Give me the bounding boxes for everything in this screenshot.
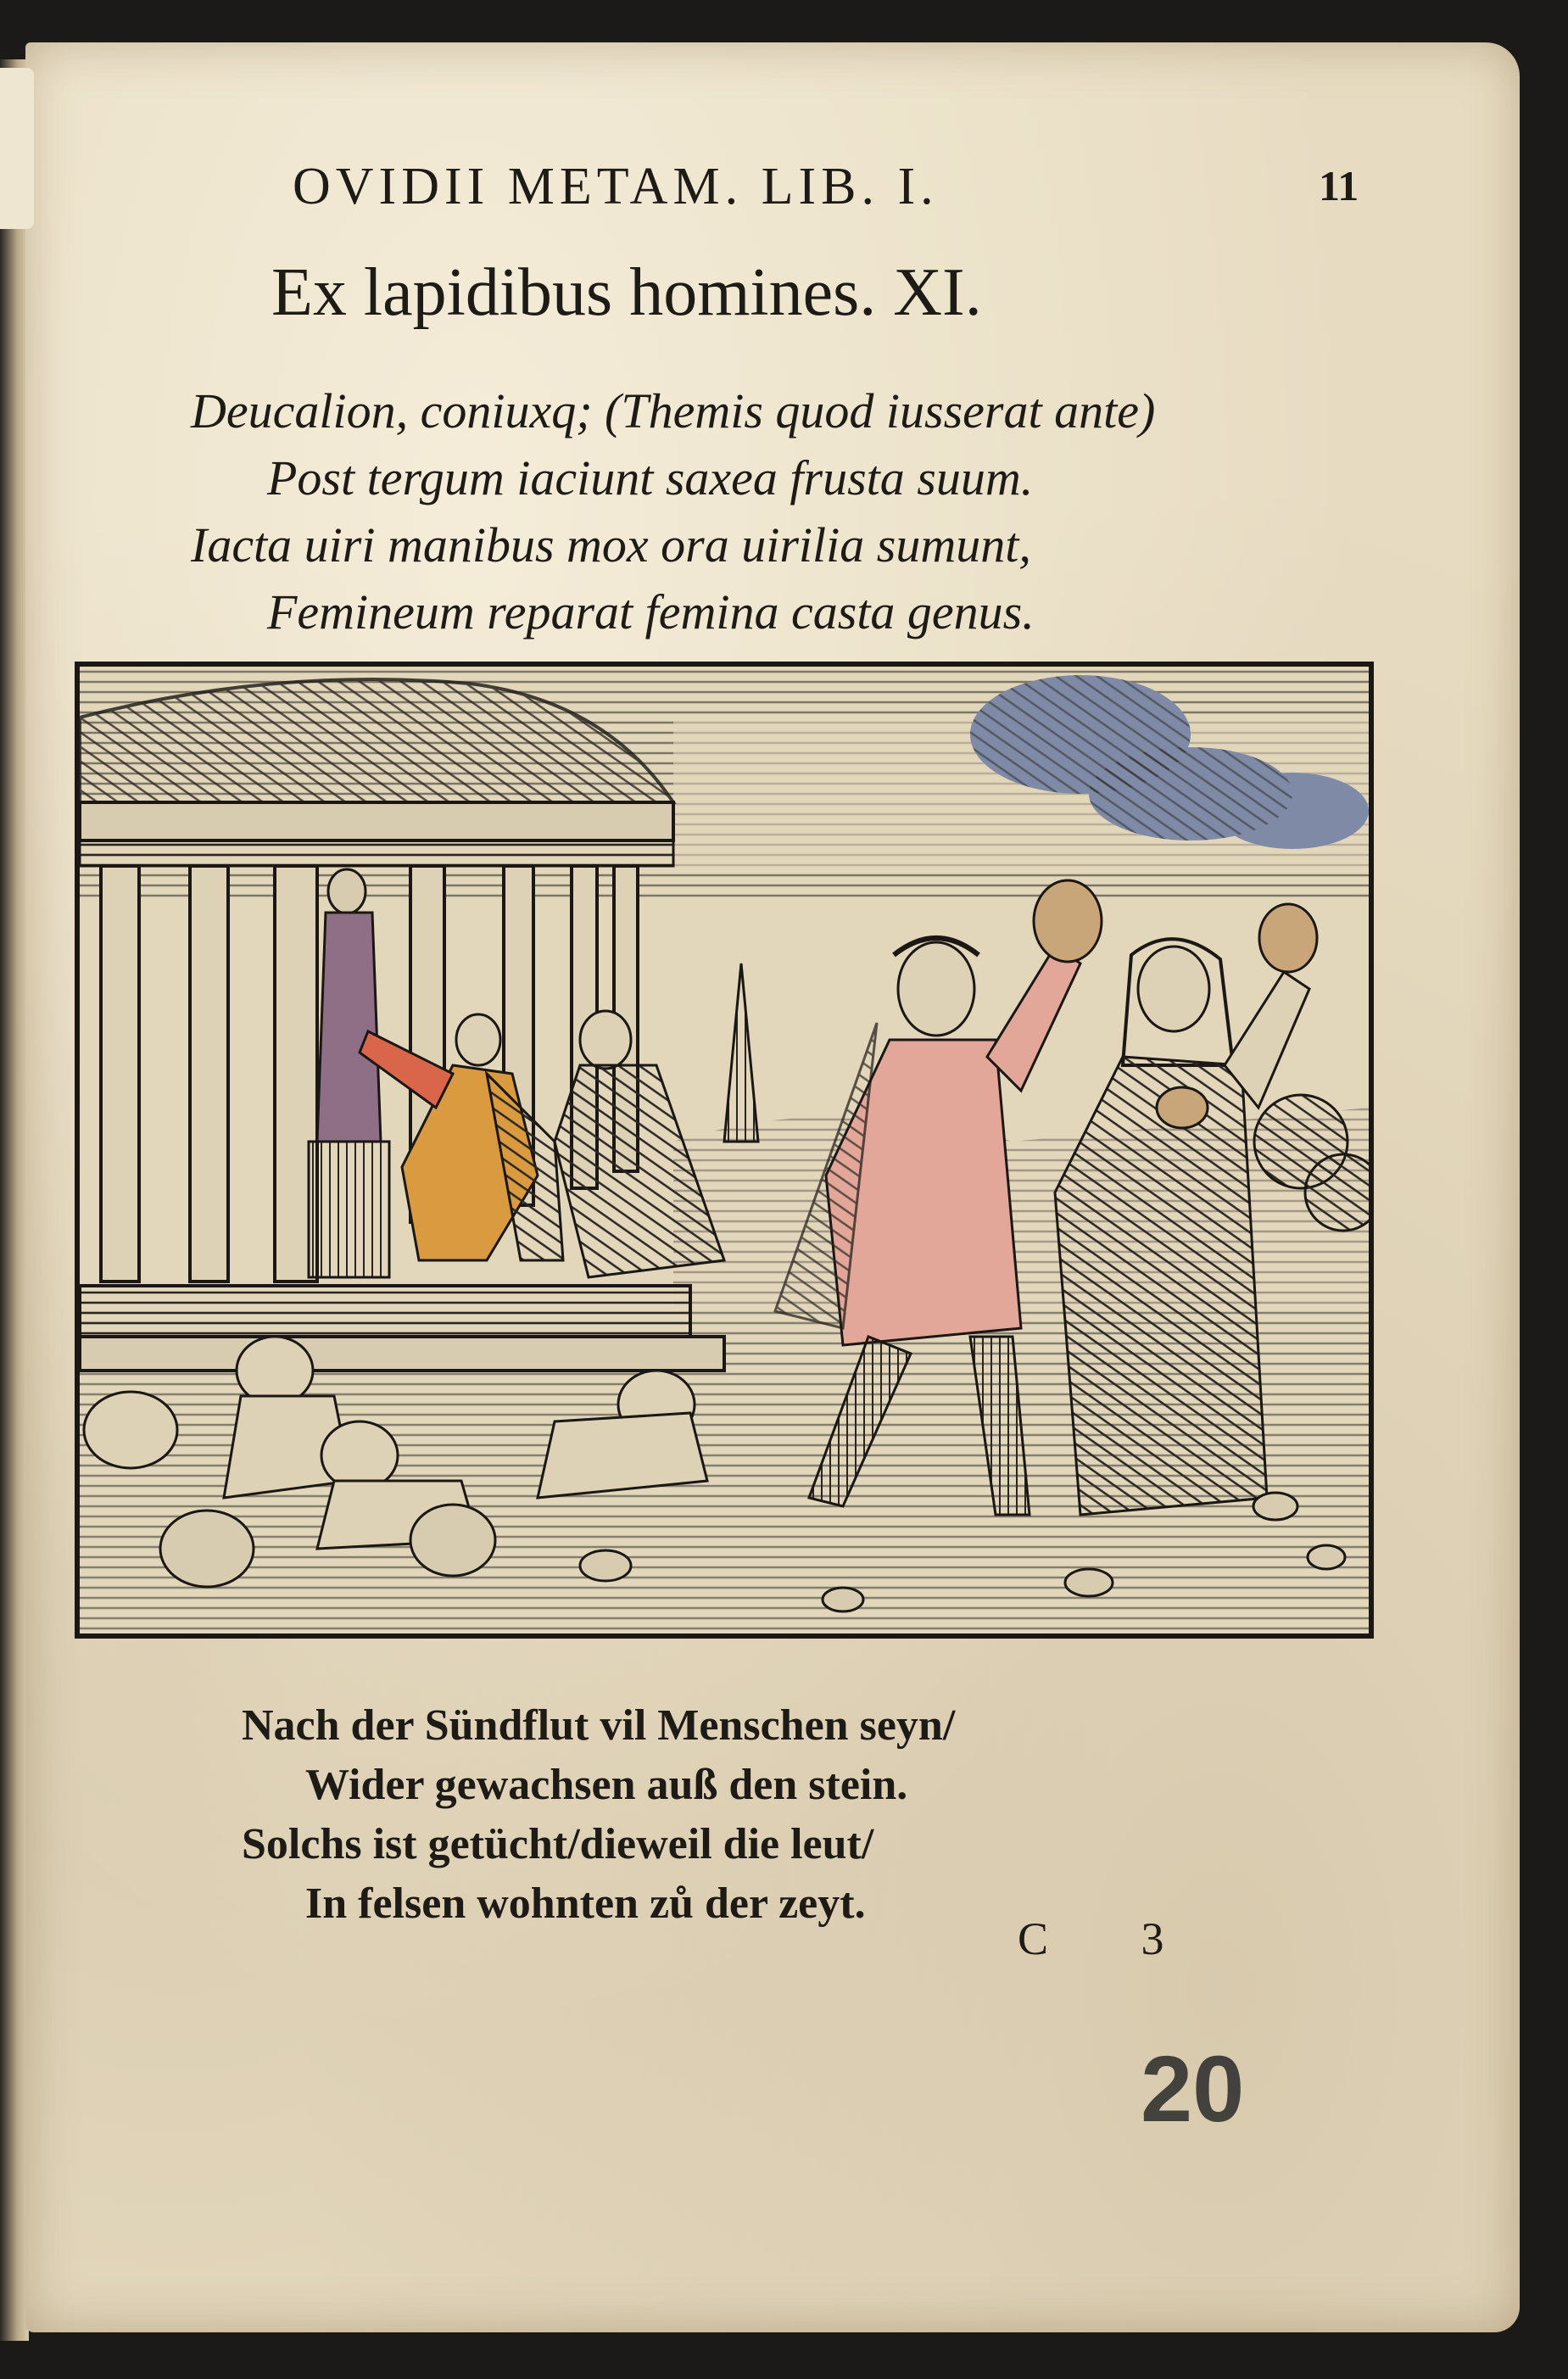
themis-statue: [309, 869, 389, 1277]
latin-line: Femineum reparat femina casta genus.: [267, 584, 1035, 639]
woodcut-illustration: [75, 662, 1374, 1639]
woodcut-caption: Ex lapidibus homines. XI.: [271, 255, 982, 330]
page-tab-remnant: [0, 68, 34, 229]
german-line: Solchs ist getücht/dieweil die leut/: [242, 1820, 874, 1868]
running-head-title: OVIDII METAM. LIB. I.: [293, 158, 939, 215]
signature-mark: C 3: [1018, 1913, 1205, 1964]
latin-line: Iacta uiri manibus mox ora uirilia sumunt,: [191, 517, 1031, 572]
german-verse: [242, 1696, 1259, 1934]
german-line: Wider gewachsen auß den stein.: [305, 1761, 908, 1809]
folio-number: 11: [1319, 162, 1359, 209]
woodcut-drawing: [80, 667, 1369, 1633]
latin-line: Deucalion, coniuxq; (Themis quod iusserat ante): [191, 383, 1156, 438]
latin-verse: [191, 377, 1293, 645]
german-line: In felsen wohnten zů der zeyt.: [305, 1879, 866, 1928]
library-stamp: 20: [1141, 2037, 1245, 2142]
distant-spire: [724, 963, 758, 1142]
latin-line: Post tergum iaciunt saxea frusta suum.: [267, 450, 1034, 505]
book-spine-edge: [0, 59, 29, 2341]
german-line: Nach der Sündflut vil Menschen seyn/: [242, 1701, 956, 1750]
